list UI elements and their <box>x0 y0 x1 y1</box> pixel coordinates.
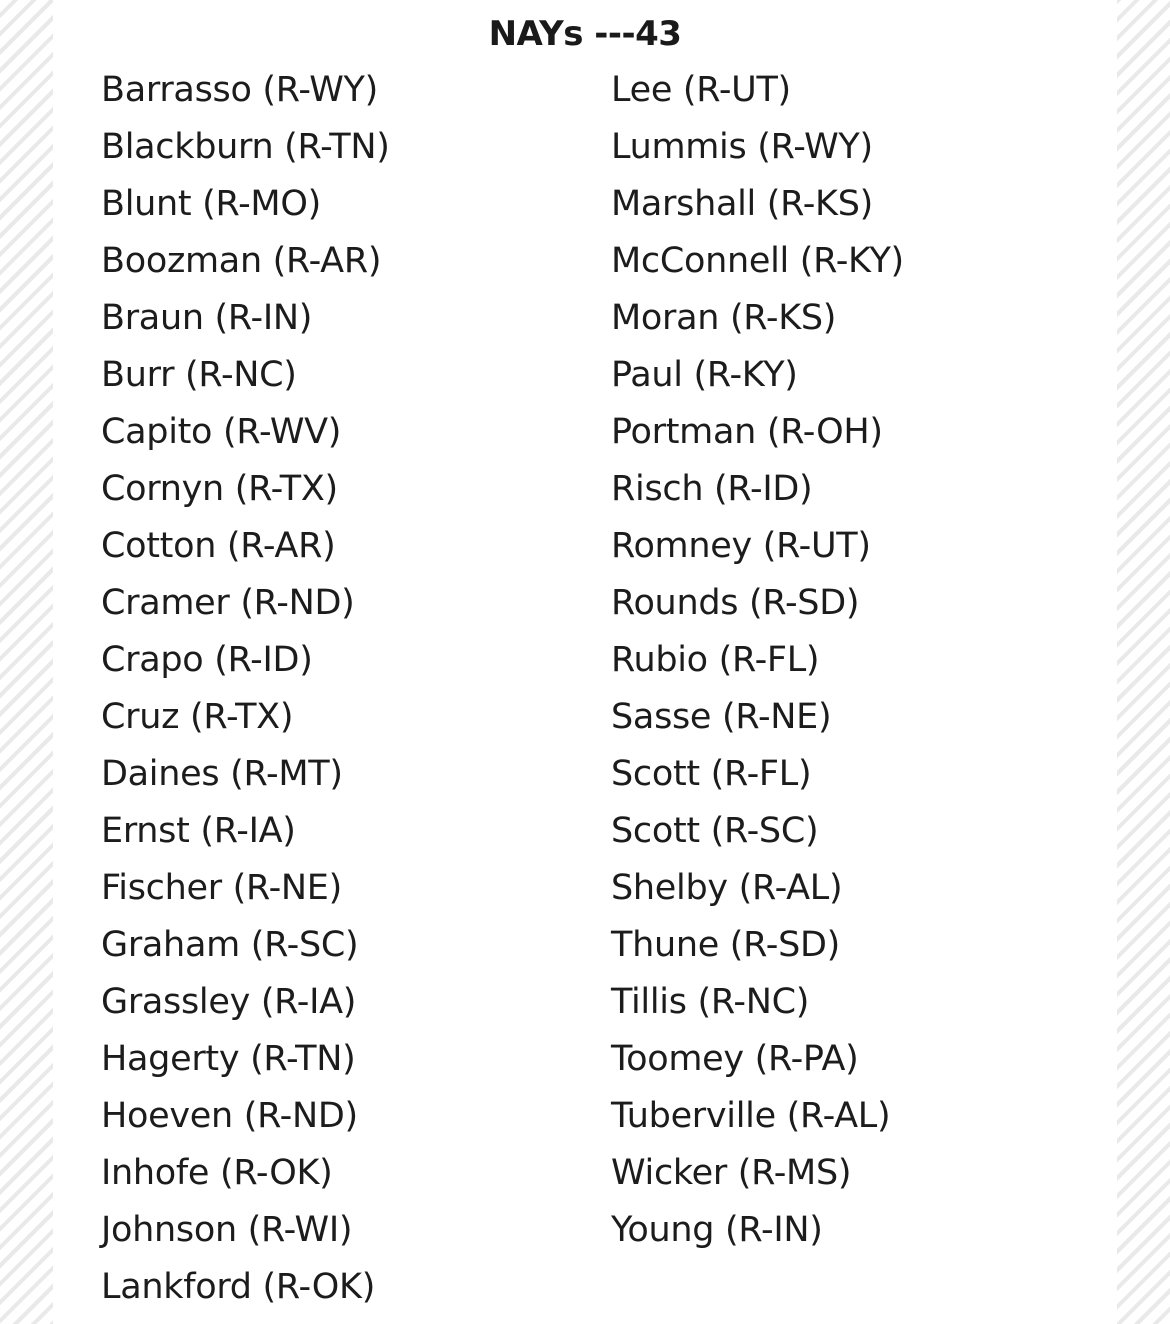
senator-list-item: Moran (R-KS) <box>611 298 837 338</box>
senator-list-item: Tuberville (R-AL) <box>611 1096 891 1136</box>
senator-list-item: Young (R-IN) <box>611 1210 823 1250</box>
senator-list-item: Shelby (R-AL) <box>611 868 843 908</box>
senator-list-item: Inhofe (R-OK) <box>101 1153 333 1193</box>
senator-list-item: Sasse (R-NE) <box>611 697 832 737</box>
senator-list-item: Cruz (R-TX) <box>101 697 294 737</box>
senator-list-item: Braun (R-IN) <box>101 298 313 338</box>
senator-list-item: Marshall (R-KS) <box>611 184 873 224</box>
senator-list-item: Thune (R-SD) <box>611 925 840 965</box>
senator-list-item: Paul (R-KY) <box>611 355 798 395</box>
senator-list-item: Grassley (R-IA) <box>101 982 357 1022</box>
senator-list-item: Scott (R-SC) <box>611 811 819 851</box>
senator-list-item: Daines (R-MT) <box>101 754 343 794</box>
vote-title: NAYs ---43 <box>488 14 682 54</box>
senator-list-item: Rubio (R-FL) <box>611 640 820 680</box>
senator-list-item: Toomey (R-PA) <box>611 1039 859 1079</box>
senator-list-left <box>101 62 390 1316</box>
senator-list-item: Blackburn (R-TN) <box>101 127 390 167</box>
senator-list-item: Romney (R-UT) <box>611 526 871 566</box>
senator-list-item: Cramer (R-ND) <box>101 583 355 623</box>
senator-list-item: Boozman (R-AR) <box>101 241 382 281</box>
senator-list-item: Burr (R-NC) <box>101 355 297 395</box>
senator-list-item: Cornyn (R-TX) <box>101 469 338 509</box>
senator-list-item: Hagerty (R-TN) <box>101 1039 356 1079</box>
vote-list-card <box>53 0 1117 1324</box>
senator-list-item: Capito (R-WV) <box>101 412 342 452</box>
senator-list-item: Wicker (R-MS) <box>611 1153 852 1193</box>
senator-list-item: Barrasso (R-WY) <box>101 70 378 110</box>
senator-list-item: Lankford (R-OK) <box>101 1267 376 1307</box>
senator-list-item: Cotton (R-AR) <box>101 526 336 566</box>
senator-list-item: Johnson (R-WI) <box>101 1210 353 1250</box>
senator-list-item: Fischer (R-NE) <box>101 868 342 908</box>
senator-list-item: Ernst (R-IA) <box>101 811 296 851</box>
senator-list-item: Graham (R-SC) <box>101 925 359 965</box>
senator-list-item: Portman (R-OH) <box>611 412 883 452</box>
senator-list-item: Lummis (R-WY) <box>611 127 873 167</box>
senator-list-item: Rounds (R-SD) <box>611 583 860 623</box>
senator-list-item: Blunt (R-MO) <box>101 184 321 224</box>
senator-list-item: Scott (R-FL) <box>611 754 812 794</box>
senator-list-item: Crapo (R-ID) <box>101 640 313 680</box>
senator-list-item: Tillis (R-NC) <box>611 982 810 1022</box>
senator-list-item: Lee (R-UT) <box>611 70 791 110</box>
senator-list-item: McConnell (R-KY) <box>611 241 904 281</box>
senator-list-item: Hoeven (R-ND) <box>101 1096 358 1136</box>
senator-list-item: Risch (R-ID) <box>611 469 813 509</box>
senator-list-right <box>611 62 904 1259</box>
